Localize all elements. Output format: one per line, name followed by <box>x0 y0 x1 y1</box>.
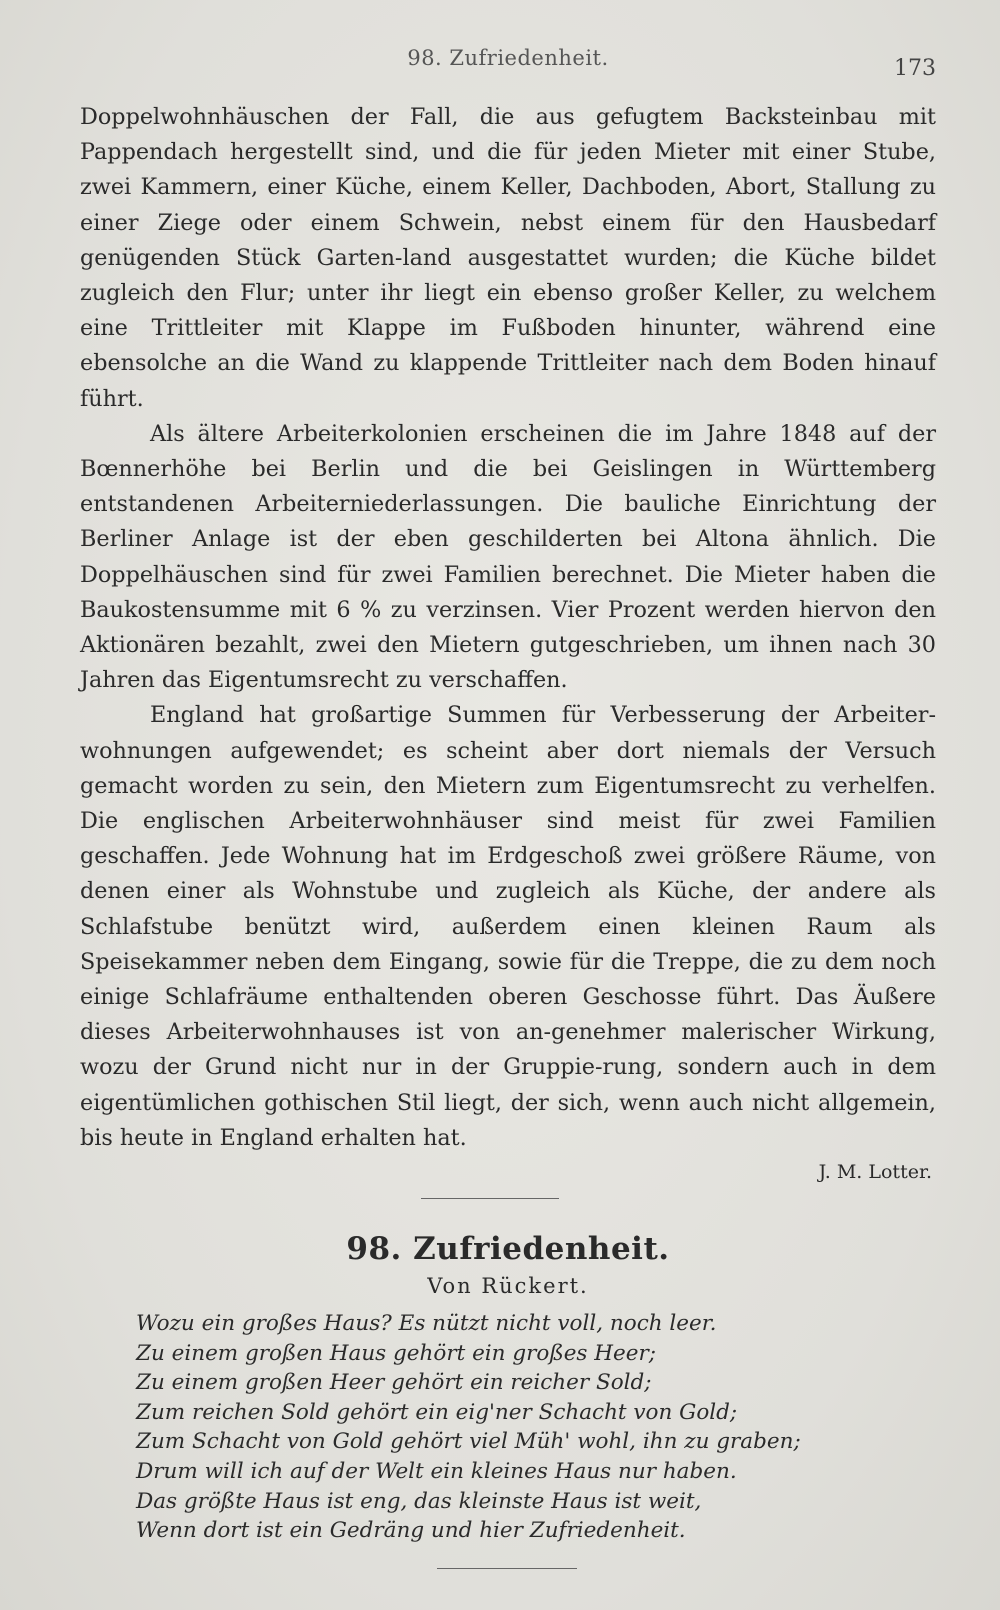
text-block <box>80 100 936 1569</box>
poem-line-3: Zu einem großen Heer gehört ein reicher Sold; <box>136 1370 652 1396</box>
poem-line-5: Zum Schacht von Gold gehört viel Müh' wohl, ihn zu graben; <box>136 1429 801 1455</box>
poem-line-1: Wozu ein großes Haus? Es nützt nicht voll, noch leer. <box>136 1311 717 1337</box>
poem-line-7: Das größte Haus ist eng, das kleinste Haus ist weit, <box>136 1488 702 1514</box>
poem-line-6: Drum will ich auf der Welt ein kleines Haus nur haben. <box>136 1459 737 1485</box>
running-head <box>80 46 936 86</box>
poem-line-8: Wenn dort ist ein Gedräng und hier Zufriedenheit. <box>136 1518 686 1544</box>
running-title: 98. Zufriedenheit. <box>407 46 609 70</box>
paragraph-2: Als ältere Arbeiterkolonien erscheinen die im Jahre 1848 auf der Bœnnerhöhe bei Berlin und die bei Geislingen in Württemberg entstandenen Arbeiterniederlassungen. Die bauliche Einrichtung der Berliner Anlage ist der eben geschilderten bei Altona ähnlich. Die Doppelhäuschen sind für zwei Familien berechnet. Die Mieter haben die Baukostensumme mit 6 % zu verzinsen. Vier Prozent werden hiervon den Aktionären bezahlt, zwei den Mietern gutgeschrieben, um ihnen nach 30 Jahren das Eigentumsrecht zu verschaffen. <box>80 420 936 694</box>
poem-lines <box>136 1309 936 1546</box>
poem-line-4: Zum reichen Sold gehört ein eig'ner Schacht von Gold; <box>136 1399 738 1425</box>
poem-title: 98. Zufriedenheit. <box>346 1231 670 1268</box>
end-divider <box>437 1568 577 1569</box>
article-author: J. M. Lotter. <box>818 1161 932 1184</box>
section-divider <box>421 1198 559 1199</box>
poem-line-2: Zu einem großen Haus gehört ein großes Heer; <box>136 1340 657 1366</box>
paragraph-3: England hat großartige Summen für Verbesserung der Arbeiter-wohnungen aufgewendet; es scheint aber dort niemals der Versuch gemacht worden zu sein, den Mietern zum Eigentumsrecht zu verhelfen. Die englischen Arbeiterwohnhäuser sind meist für zwei Familien geschaffen. Jede Wohnung hat im Erdgeschoß zwei größere Räume, von denen einer als Wohnstube und zugleich als Küche, der andere als Schlafstube benützt wird, außerdem einen kleinen Raum als Speisekammer neben dem Eingang, sowie für die Treppe, die zu dem noch einige Schlafräume enthaltenden oberen Geschosse führt. Das Äußere dieses Arbeiterwohnhauses ist von an-genehmer malerischer Wirkung, wozu der Grund nicht nur in der Gruppie-rung, sondern auch in dem eigentümlichen gothischen Stil liegt, der sich, wenn auch nicht allgemein, bis heute in England erhalten hat. <box>80 702 936 1151</box>
page-number: 173 <box>894 56 936 81</box>
paragraph-1: Doppelwohnhäuschen der Fall, die aus gefugtem Backsteinbau mit Pappendach hergestellt sind, und die für jeden Mieter mit einer Stube, zwei Kammern, einer Küche, einem Keller, Dachboden, Abort, Stallung zu einer Ziege oder einem Schwein, nebst einem für den Hausbedarf genügenden Stück Garten-land ausgestattet wurden; die Küche bildet zugleich den Flur; unter ihr liegt ein ebenso großer Keller, zu welchem eine Trittleiter mit Klappe im Fußboden hinunter, während eine ebensolche an die Wand zu klappende Trittleiter nach dem Boden hinauf führt. <box>80 104 936 412</box>
poem-byline: Von Rückert. <box>427 1274 589 1299</box>
